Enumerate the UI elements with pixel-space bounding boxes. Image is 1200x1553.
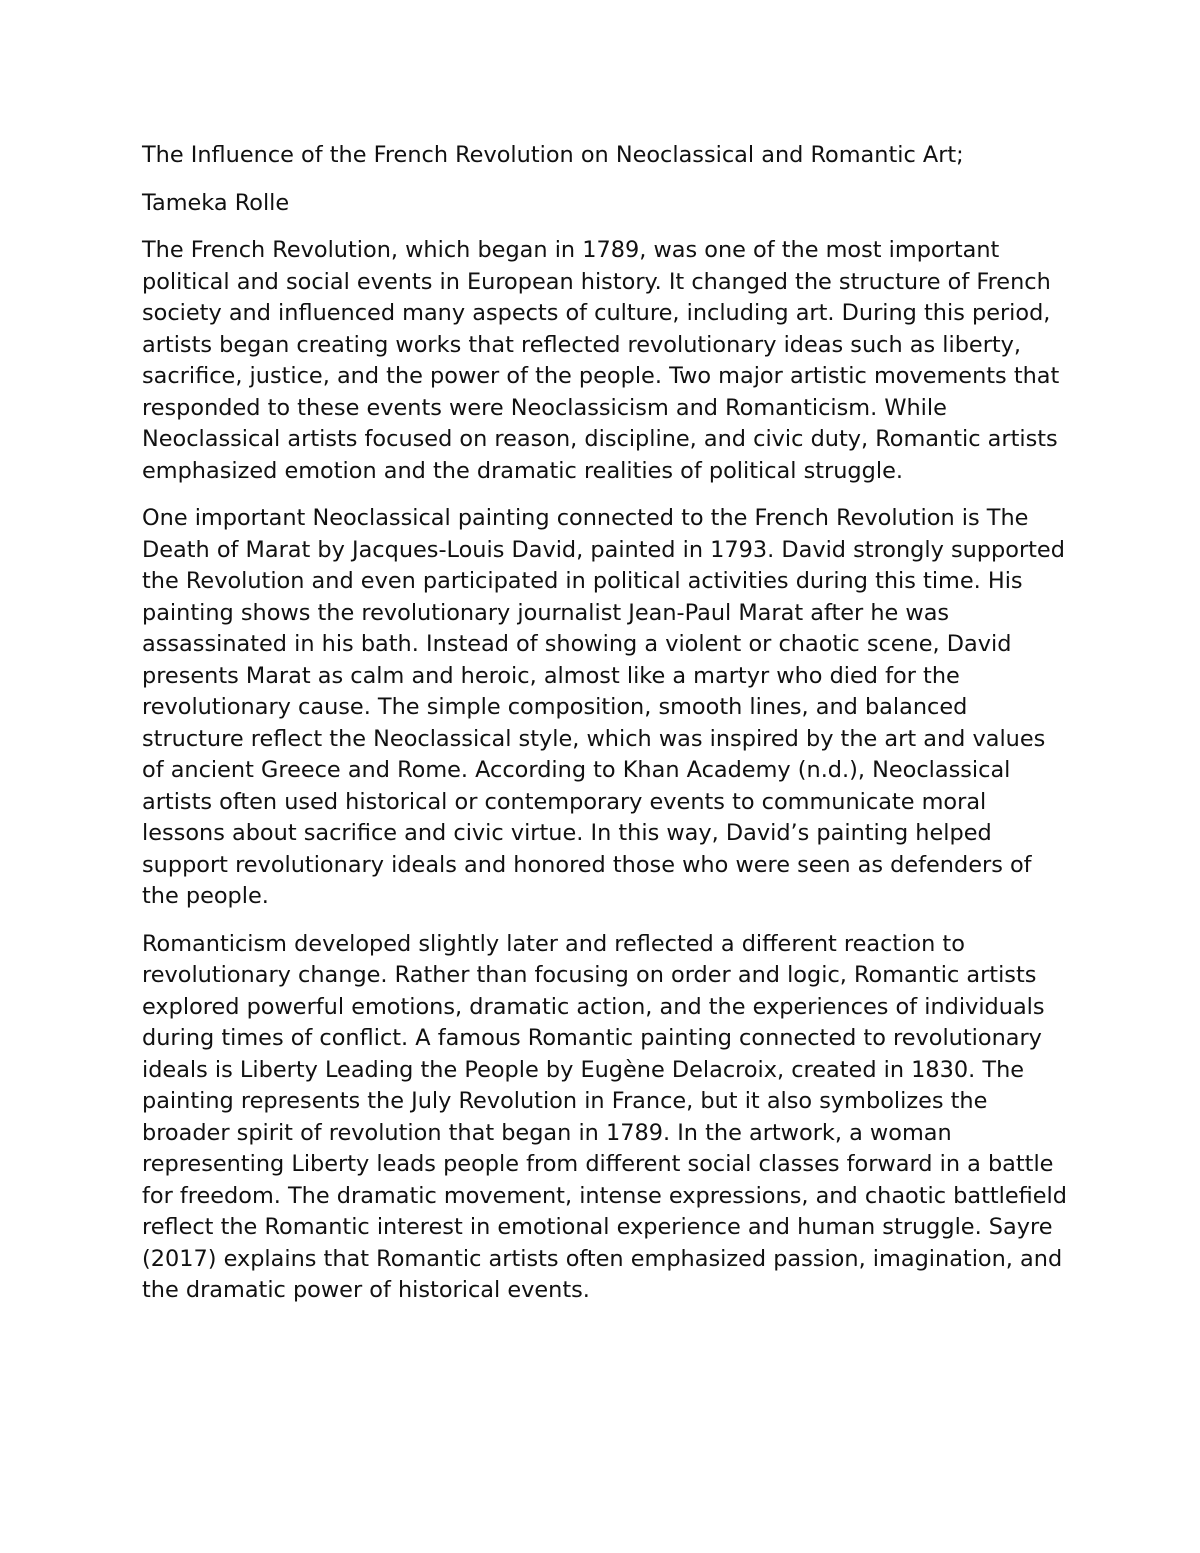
paragraph-neoclassicism: One important Neoclassical painting connected to the French Revolution is The Death of Marat by Jacques-Louis David, painted in 1793. David strongly supported the Revolution and even participated in political activities during this time. His painting shows the revolutionary journalist Jean-Paul Marat after he was assassinated in his bath. Instead of showing a violent or chaotic scene, David presents Marat as calm and heroic, almost like a martyr who died for the revolutionary cause. The simple composition, smooth lines, and balanced structure reflect the Neoclassical style, which was inspired by the art and values of ancient Greece and Rome. According to Khan Academy (n.d.), Neoclassical artists often used historical or contemporary events to communicate moral lessons about sacrifice and civic virtue. In this way, David’s painting helped support revolutionary ideals and honored those who were seen as defenders of the people. [142, 505, 1065, 909]
paragraph-introduction: The French Revolution, which began in 1789, was one of the most important political and social events in European history. It changed the structure of French society and influenced many aspects of culture, including art. During this period, artists began creating works that reflected revolutionary ideas such as liberty, sacrifice, justice, and the power of the people. Two major artistic movements that responded to these events were Neoclassicism and Romanticism. While Neoclassical artists focused on reason, discipline, and civic duty, Romantic artists emphasized emotion and the dramatic realities of political struggle. [142, 237, 1060, 484]
paragraph-romanticism: Romanticism developed slightly later and reflected a different reaction to revolutionary change. Rather than focusing on order and logic, Romantic artists explored powerful emotions, dramatic action, and the experiences of individuals during times of conflict. A famous Romantic painting connected to revolutionary ideals is Liberty Leading the People by Eugène Delacroix, created in 1830. The painting represents the July Revolution in France, but it also symbolizes the broader spirit of revolution that began in 1789. In the artwork, a woman representing Liberty leads people from different social classes forward in a battle for freedom. The dramatic movement, intense expressions, and chaotic battlefield reflect the Romantic interest in emotional experience and human struggle. Sayre (2017) explains that Romantic artists often emphasized passion, imagination, and the dramatic power of historical events. [142, 930, 1067, 1303]
document-title: The Influence of the French Revolution on Neoclassical and Romantic Art; [142, 142, 964, 168]
document-author: Tameka Rolle [142, 189, 290, 216]
document-body [142, 140, 1067, 1323]
